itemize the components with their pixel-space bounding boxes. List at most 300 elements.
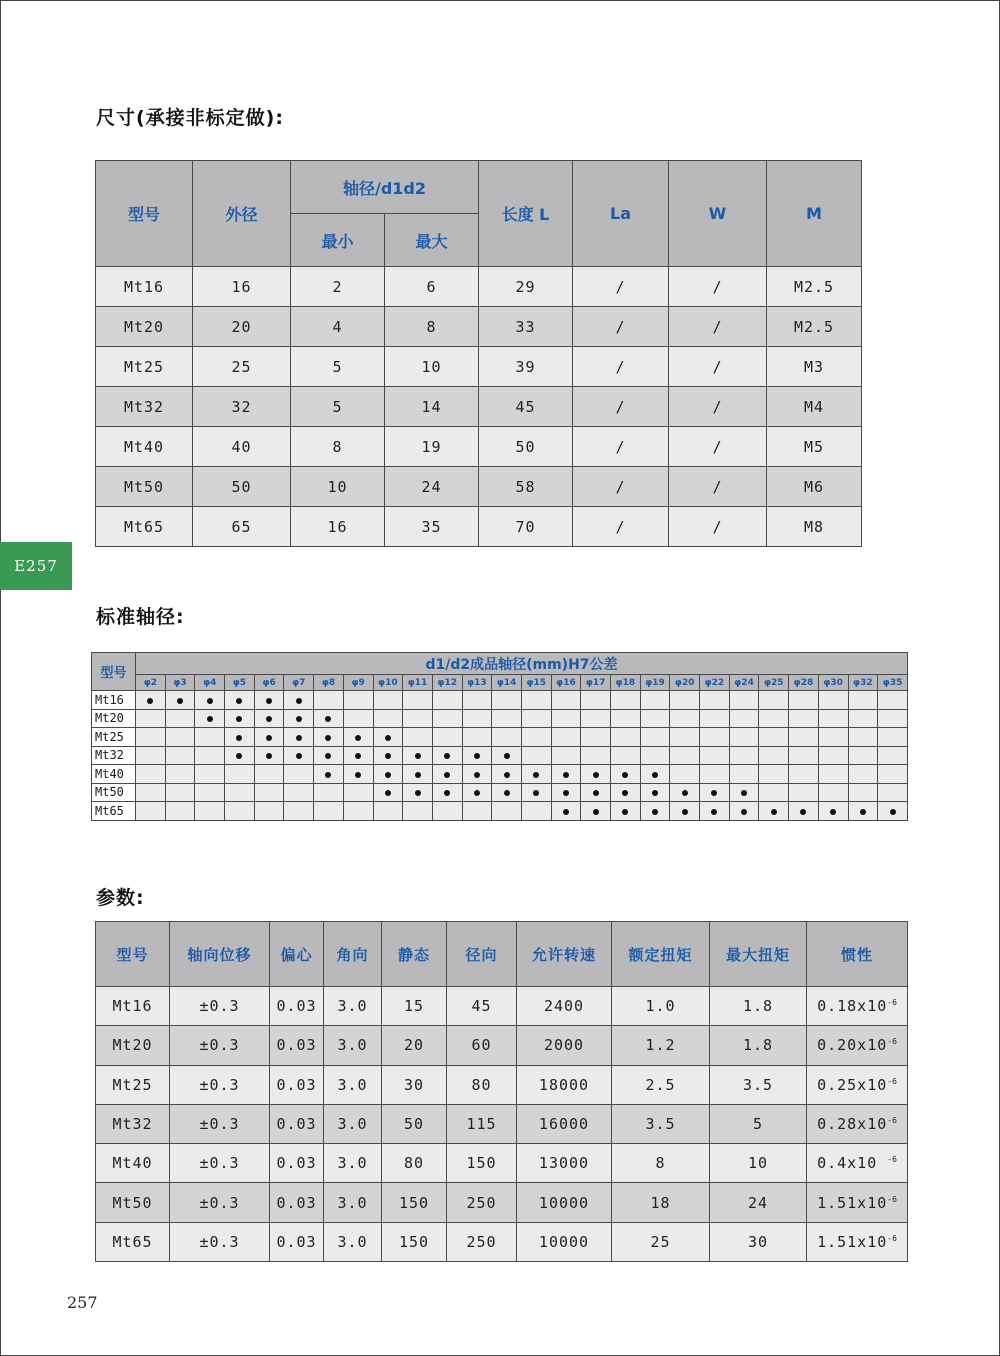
availability-cell [254, 728, 284, 747]
table-cell: 80 [447, 1065, 517, 1104]
availability-dot-icon [533, 772, 539, 778]
availability-cell [492, 691, 522, 710]
table-cell: 3.0 [324, 1144, 382, 1183]
table-cell: Mt16 [96, 987, 170, 1026]
availability-dot-icon [652, 790, 658, 796]
dimensions-title: 尺寸(承接非标定做): [96, 107, 284, 129]
inertia-value: 0.18x10 [817, 997, 888, 1016]
header-min: 最小 [291, 214, 385, 267]
availability-cell [403, 802, 433, 821]
table-row [92, 709, 908, 728]
table-cell: 25 [193, 347, 291, 387]
table-cell: 1.2 [612, 1026, 710, 1065]
availability-cell [432, 802, 462, 821]
availability-cell [403, 709, 433, 728]
table-cell: Mt20 [96, 1026, 170, 1065]
availability-cell [581, 691, 611, 710]
diameter-header: φ12 [432, 675, 462, 691]
header-length: 长度 L [479, 161, 573, 267]
availability-cell [225, 746, 255, 765]
table-cell: Mt16 [96, 267, 193, 307]
table-cell: / [669, 267, 767, 307]
table-row [96, 1026, 908, 1065]
availability-cell [343, 765, 373, 784]
availability-cell [670, 709, 700, 728]
availability-dot-icon [622, 772, 628, 778]
table-cell: 30 [382, 1065, 447, 1104]
availability-cell [848, 709, 878, 728]
availability-cell [254, 691, 284, 710]
table-cell: 0.03 [270, 1065, 324, 1104]
availability-dot-icon [385, 790, 391, 796]
availability-cell [581, 728, 611, 747]
availability-cell [818, 728, 848, 747]
diameter-header: φ14 [492, 675, 522, 691]
inertia-cell [807, 1144, 908, 1183]
availability-cell [878, 709, 908, 728]
diameter-header: φ25 [759, 675, 789, 691]
availability-cell [195, 709, 225, 728]
availability-cell [729, 765, 759, 784]
table-cell: 0.03 [270, 1183, 324, 1222]
table-cell: 16 [291, 507, 385, 547]
table-row [92, 691, 908, 710]
availability-dot-icon [296, 735, 302, 741]
availability-cell [373, 746, 403, 765]
availability-cell [492, 746, 522, 765]
inertia-exponent: -6 [887, 1194, 897, 1204]
availability-cell [462, 783, 492, 802]
availability-cell [314, 709, 344, 728]
availability-cell [462, 728, 492, 747]
table-cell: / [573, 267, 669, 307]
model-cell: Mt20 [92, 709, 136, 728]
availability-cell [165, 783, 195, 802]
availability-cell [403, 728, 433, 747]
availability-cell [640, 802, 670, 821]
availability-cell [729, 783, 759, 802]
availability-dot-icon [652, 772, 658, 778]
table-row [96, 307, 862, 347]
availability-cell [165, 709, 195, 728]
standard-diameter-table [91, 652, 908, 821]
table-cell: 19 [385, 427, 479, 467]
availability-cell [136, 783, 166, 802]
availability-cell [284, 691, 314, 710]
inertia-cell [807, 1026, 908, 1065]
diameter-header: φ4 [195, 675, 225, 691]
availability-dot-icon [593, 772, 599, 778]
table-cell: 24 [385, 467, 479, 507]
availability-dot-icon [711, 809, 717, 815]
model-cell: Mt25 [92, 728, 136, 747]
availability-cell [551, 691, 581, 710]
table-cell: 29 [479, 267, 573, 307]
availability-cell [284, 765, 314, 784]
availability-dot-icon [682, 790, 688, 796]
diameter-header: φ24 [729, 675, 759, 691]
availability-cell [195, 783, 225, 802]
table-cell: 10 [385, 347, 479, 387]
availability-dot-icon [325, 735, 331, 741]
table-cell: M6 [767, 467, 862, 507]
inertia-value: 0.20x10 [817, 1036, 888, 1055]
table-cell: 60 [447, 1026, 517, 1065]
availability-cell [343, 746, 373, 765]
availability-cell [818, 709, 848, 728]
inertia-exponent: -6 [887, 1233, 897, 1243]
dimensions-table [95, 160, 862, 547]
table-cell: Mt50 [96, 1183, 170, 1222]
availability-cell [700, 728, 730, 747]
availability-dot-icon [236, 735, 242, 741]
table-cell: 15 [382, 987, 447, 1026]
table-cell: Mt20 [96, 307, 193, 347]
availability-dot-icon [415, 772, 421, 778]
diameter-header: φ10 [373, 675, 403, 691]
diameter-header: φ22 [700, 675, 730, 691]
availability-dot-icon [385, 735, 391, 741]
availability-cell [284, 746, 314, 765]
table-row [96, 987, 908, 1026]
availability-cell [729, 691, 759, 710]
availability-cell [581, 765, 611, 784]
availability-cell [136, 728, 166, 747]
table-cell: Mt40 [96, 427, 193, 467]
availability-cell [670, 765, 700, 784]
table-cell: 32 [193, 387, 291, 427]
table-cell: 10000 [517, 1183, 612, 1222]
table-cell: 65 [193, 507, 291, 547]
availability-cell [611, 746, 641, 765]
availability-dot-icon [355, 753, 361, 759]
availability-cell [670, 746, 700, 765]
availability-dot-icon [741, 809, 747, 815]
table-cell: 3.5 [710, 1065, 807, 1104]
table-row [92, 728, 908, 747]
availability-cell [403, 746, 433, 765]
availability-dot-icon [325, 772, 331, 778]
table-cell: 150 [447, 1144, 517, 1183]
availability-cell [729, 728, 759, 747]
table-cell: / [573, 347, 669, 387]
table-cell: 3.0 [324, 1183, 382, 1222]
table-cell: 5 [291, 387, 385, 427]
availability-cell [521, 765, 551, 784]
table-cell: 2400 [517, 987, 612, 1026]
availability-cell [254, 802, 284, 821]
availability-cell [848, 728, 878, 747]
table-cell: ±0.3 [170, 1026, 270, 1065]
availability-cell [254, 709, 284, 728]
table-row [92, 783, 908, 802]
availability-dot-icon [741, 790, 747, 796]
availability-cell [670, 691, 700, 710]
availability-cell [432, 709, 462, 728]
availability-dot-icon [533, 790, 539, 796]
availability-cell [789, 691, 819, 710]
availability-cell [432, 783, 462, 802]
availability-cell [670, 783, 700, 802]
availability-cell [314, 765, 344, 784]
diameter-header: φ5 [225, 675, 255, 691]
table-cell: 70 [479, 507, 573, 547]
diameter-header: φ16 [551, 675, 581, 691]
table-cell: 0.03 [270, 1222, 324, 1261]
availability-dot-icon [474, 790, 480, 796]
availability-cell [136, 802, 166, 821]
availability-cell [136, 765, 166, 784]
table-cell: Mt32 [96, 387, 193, 427]
availability-cell [581, 802, 611, 821]
table-cell: 3.0 [324, 1222, 382, 1261]
table-cell: 45 [479, 387, 573, 427]
table-cell: / [573, 307, 669, 347]
availability-cell [759, 746, 789, 765]
availability-cell [640, 728, 670, 747]
availability-cell [729, 746, 759, 765]
table-cell: 50 [193, 467, 291, 507]
availability-cell [432, 691, 462, 710]
availability-cell [284, 802, 314, 821]
availability-cell [462, 709, 492, 728]
diameter-header: φ9 [343, 675, 373, 691]
header-w: W [669, 161, 767, 267]
table-cell: / [573, 507, 669, 547]
table-cell: 150 [382, 1222, 447, 1261]
availability-cell [848, 691, 878, 710]
availability-cell [225, 765, 255, 784]
availability-dot-icon [563, 772, 569, 778]
availability-dot-icon [682, 809, 688, 815]
availability-dot-icon [593, 790, 599, 796]
availability-cell [551, 765, 581, 784]
diameter-header: φ28 [789, 675, 819, 691]
table-cell: 80 [382, 1144, 447, 1183]
availability-cell [640, 709, 670, 728]
availability-cell [314, 746, 344, 765]
inertia-cell [807, 987, 908, 1026]
availability-cell [403, 783, 433, 802]
availability-cell [521, 802, 551, 821]
availability-dot-icon [711, 790, 717, 796]
table-cell: ±0.3 [170, 987, 270, 1026]
param-header: 允许转速 [517, 922, 612, 987]
availability-cell [878, 802, 908, 821]
param-header: 惯性 [807, 922, 908, 987]
availability-cell [314, 783, 344, 802]
table-row [96, 467, 862, 507]
table-cell: M4 [767, 387, 862, 427]
availability-cell [670, 802, 700, 821]
diameter-header: φ11 [403, 675, 433, 691]
table-cell: Mt25 [96, 1065, 170, 1104]
availability-cell [640, 783, 670, 802]
model-cell: Mt16 [92, 691, 136, 710]
availability-dot-icon [474, 753, 480, 759]
table-cell: / [669, 467, 767, 507]
availability-dot-icon [385, 772, 391, 778]
model-cell: Mt65 [92, 802, 136, 821]
table-cell: Mt40 [96, 1144, 170, 1183]
inertia-value: 0.4x10 [817, 1154, 888, 1173]
availability-cell [700, 802, 730, 821]
table-row [96, 1183, 908, 1222]
table-cell: ±0.3 [170, 1144, 270, 1183]
page-number: 257 [67, 1293, 98, 1312]
availability-cell [403, 765, 433, 784]
params-title: 参数: [96, 887, 145, 909]
availability-cell [314, 728, 344, 747]
availability-cell [195, 802, 225, 821]
availability-dot-icon [444, 753, 450, 759]
availability-cell [165, 746, 195, 765]
inertia-value: 0.28x10 [817, 1115, 888, 1134]
table-cell: 20 [382, 1026, 447, 1065]
availability-cell [878, 746, 908, 765]
availability-dot-icon [296, 716, 302, 722]
diameter-header: φ7 [284, 675, 314, 691]
diameter-header: φ20 [670, 675, 700, 691]
table-cell: 45 [447, 987, 517, 1026]
header-m: M [767, 161, 862, 267]
diameter-header: φ15 [521, 675, 551, 691]
table-cell: Mt32 [96, 1104, 170, 1143]
table-row [96, 1104, 908, 1143]
availability-cell [789, 765, 819, 784]
availability-cell [581, 783, 611, 802]
availability-cell [136, 709, 166, 728]
table-cell: M2.5 [767, 307, 862, 347]
header-max: 最大 [385, 214, 479, 267]
table-cell: M5 [767, 427, 862, 467]
availability-dot-icon [177, 698, 183, 704]
availability-dot-icon [652, 809, 658, 815]
table-cell: 0.03 [270, 1026, 324, 1065]
availability-cell [403, 691, 433, 710]
table-cell: / [573, 467, 669, 507]
availability-cell [581, 746, 611, 765]
availability-cell [700, 783, 730, 802]
availability-cell [551, 728, 581, 747]
table-cell: Mt65 [96, 507, 193, 547]
inertia-value: 1.51x10 [817, 1232, 888, 1251]
availability-cell [759, 783, 789, 802]
availability-cell [225, 709, 255, 728]
availability-cell [640, 765, 670, 784]
model-cell: Mt40 [92, 765, 136, 784]
availability-cell [462, 802, 492, 821]
availability-cell [551, 783, 581, 802]
availability-dot-icon [415, 790, 421, 796]
availability-cell [878, 783, 908, 802]
table-cell: / [669, 307, 767, 347]
availability-dot-icon [236, 716, 242, 722]
availability-dot-icon [444, 772, 450, 778]
availability-cell [611, 765, 641, 784]
table-row [92, 746, 908, 765]
availability-cell [581, 709, 611, 728]
table-cell: 35 [385, 507, 479, 547]
availability-cell [640, 746, 670, 765]
table-cell: 2 [291, 267, 385, 307]
availability-cell [611, 709, 641, 728]
table-cell: 8 [612, 1144, 710, 1183]
availability-cell [521, 783, 551, 802]
availability-cell [225, 691, 255, 710]
availability-cell [551, 746, 581, 765]
table-row [96, 347, 862, 387]
availability-cell [700, 746, 730, 765]
availability-cell [670, 728, 700, 747]
availability-cell [165, 691, 195, 710]
diameter-header: φ35 [878, 675, 908, 691]
availability-cell [700, 691, 730, 710]
availability-cell [789, 746, 819, 765]
availability-dot-icon [593, 809, 599, 815]
param-header: 径向 [447, 922, 517, 987]
table-cell: 2000 [517, 1026, 612, 1065]
availability-cell [759, 765, 789, 784]
model-cell: Mt50 [92, 783, 136, 802]
table-cell: 16000 [517, 1104, 612, 1143]
availability-cell [225, 728, 255, 747]
diameter-header: φ32 [848, 675, 878, 691]
availability-cell [373, 728, 403, 747]
availability-dot-icon [266, 716, 272, 722]
table-cell: 250 [447, 1183, 517, 1222]
availability-cell [521, 746, 551, 765]
table-row [96, 387, 862, 427]
availability-cell [492, 802, 522, 821]
availability-cell [611, 691, 641, 710]
availability-cell [700, 709, 730, 728]
availability-cell [729, 802, 759, 821]
availability-cell [611, 802, 641, 821]
availability-dot-icon [800, 809, 806, 815]
table-row [96, 507, 862, 547]
diameter-header: φ3 [165, 675, 195, 691]
table-cell: 50 [479, 427, 573, 467]
table-cell: 6 [385, 267, 479, 307]
table-cell: 1.8 [710, 987, 807, 1026]
availability-cell [759, 691, 789, 710]
diameter-header: φ30 [818, 675, 848, 691]
availability-dot-icon [622, 809, 628, 815]
table-cell: 10 [710, 1144, 807, 1183]
availability-cell [818, 783, 848, 802]
availability-cell [254, 783, 284, 802]
availability-cell [373, 802, 403, 821]
availability-cell [611, 728, 641, 747]
availability-dot-icon [207, 698, 213, 704]
param-header: 最大扭矩 [710, 922, 807, 987]
table-cell: / [573, 427, 669, 467]
availability-cell [195, 728, 225, 747]
availability-dot-icon [504, 790, 510, 796]
availability-dot-icon [266, 698, 272, 704]
availability-cell [878, 765, 908, 784]
param-header: 额定扭矩 [612, 922, 710, 987]
availability-cell [225, 802, 255, 821]
inertia-cell [807, 1104, 908, 1143]
table-cell: 30 [710, 1222, 807, 1261]
availability-dot-icon [771, 809, 777, 815]
diameter-header: φ6 [254, 675, 284, 691]
inertia-cell [807, 1222, 908, 1261]
availability-cell [818, 802, 848, 821]
table-cell: 58 [479, 467, 573, 507]
